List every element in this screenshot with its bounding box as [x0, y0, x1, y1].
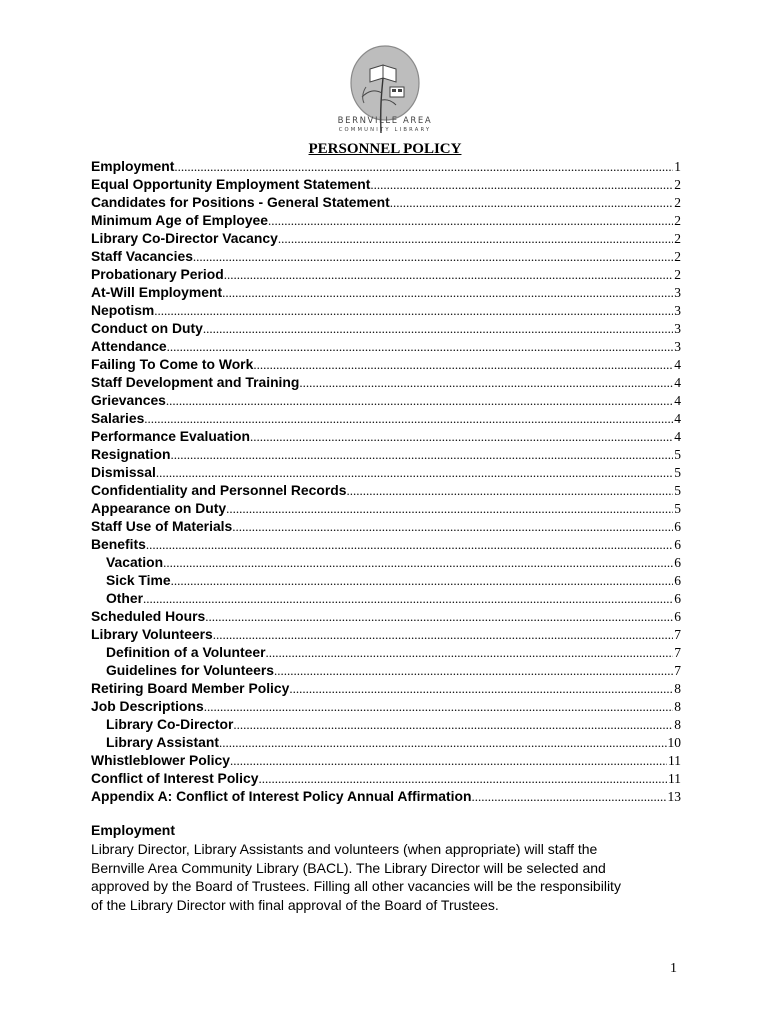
body-line: of the Library Director with final approval of the Board of Trustees. [91, 896, 499, 913]
toc-dot-leader [274, 663, 673, 679]
toc-dot-leader [230, 753, 667, 769]
toc-dot-leader [163, 555, 673, 571]
toc-entry-label: Guidelines for Volunteers [106, 662, 275, 678]
toc-entry-page: 11 [668, 753, 681, 768]
toc-entry-label: Conflict of Interest Policy [91, 770, 259, 786]
toc-dot-leader [171, 573, 674, 589]
toc-entry-page: 10 [667, 735, 681, 750]
toc-dot-leader [258, 771, 667, 787]
toc-entry[interactable] [91, 230, 681, 248]
toc-entry[interactable] [91, 428, 681, 446]
toc-entry-page: 3 [674, 321, 681, 336]
toc-entry[interactable] [91, 356, 681, 374]
toc-entry-label: Attendance [91, 338, 167, 354]
toc-entry-label: Definition of a Volunteer [106, 644, 266, 660]
toc-entry-page: 2 [674, 267, 681, 282]
toc-dot-leader [219, 735, 667, 751]
toc-entry-label: At-Will Employment [91, 284, 223, 300]
toc-entry-label: Failing To Come to Work [91, 356, 254, 372]
toc-dot-leader [166, 393, 673, 409]
toc-dot-leader [146, 537, 673, 553]
toc-entry[interactable] [91, 464, 681, 482]
toc-dot-leader [193, 249, 673, 265]
toc-entry-page: 4 [674, 411, 681, 426]
logo-title: BERNVILLE AREA [337, 116, 433, 126]
toc-entry[interactable] [91, 446, 681, 464]
toc-dot-leader [203, 321, 673, 337]
toc-entry-page: 5 [674, 465, 681, 480]
toc-dot-leader [171, 447, 674, 463]
toc-dot-leader [205, 609, 673, 625]
toc-entry-label: Nepotism [91, 302, 155, 318]
toc-entry-page: 2 [674, 249, 681, 264]
toc-entry-page: 4 [674, 393, 681, 408]
toc-entry[interactable] [91, 644, 681, 662]
toc-entry-page: 8 [674, 699, 681, 714]
toc-entry-label: Salaries [91, 410, 145, 426]
toc-dot-leader [299, 375, 673, 391]
toc-entry-page: 6 [674, 537, 681, 552]
toc-dot-leader [224, 267, 673, 283]
toc-entry-label: Equal Opportunity Employment Statement [91, 176, 371, 192]
toc-dot-leader [253, 357, 673, 373]
toc-dot-leader [232, 519, 673, 535]
toc-entry-label: Benefits [91, 536, 146, 552]
toc-entry-label: Minimum Age of Employee [91, 212, 268, 228]
toc-entry-page: 4 [674, 357, 681, 372]
toc-dot-leader [222, 285, 673, 301]
toc-entry-page: 8 [674, 681, 681, 696]
toc-entry-page: 4 [674, 375, 681, 390]
body-line: Library Director, Library Assistants and volunteers (when appropriate) will staff the [91, 841, 598, 857]
section-body [91, 840, 691, 914]
toc-entry-label: Scheduled Hours [91, 608, 206, 624]
toc-entry-label: Conduct on Duty [91, 320, 203, 336]
toc-entry[interactable] [91, 248, 681, 266]
toc-entry-page: 5 [674, 501, 681, 516]
toc-entry-page: 6 [674, 555, 681, 570]
toc-dot-leader [370, 177, 673, 193]
toc-entry[interactable] [91, 482, 681, 500]
toc-dot-leader [346, 483, 673, 499]
toc-entry-page: 6 [674, 573, 681, 588]
toc-entry-label: Grievances [91, 392, 166, 408]
toc-entry-label: Staff Use of Materials [91, 518, 233, 534]
toc-dot-leader [471, 789, 666, 805]
toc-entry[interactable] [91, 500, 681, 518]
toc-entry-page: 13 [667, 789, 681, 804]
toc-entry[interactable] [91, 626, 681, 644]
toc-entry[interactable] [91, 554, 681, 572]
toc-entry[interactable] [91, 158, 681, 176]
toc-dot-leader [233, 717, 673, 733]
toc-entry-page: 6 [674, 591, 681, 606]
logo-subtitle: COMMUNITY LIBRARY [338, 127, 432, 133]
body-line: Bernville Area Community Library (BACL). The Library Director will be selected and [91, 859, 606, 876]
toc-dot-leader [143, 591, 673, 607]
toc-entry-label: Library Volunteers [91, 626, 213, 642]
toc-entry-label: Staff Vacancies [91, 248, 193, 264]
toc-entry-page: 3 [674, 303, 681, 318]
toc-entry[interactable] [91, 284, 681, 302]
toc-entry-page: 5 [674, 447, 681, 462]
toc-entry-label: Whistleblower Policy [91, 752, 230, 768]
toc-entry-page: 8 [674, 717, 681, 732]
toc-entry[interactable] [91, 518, 681, 536]
toc-entry-page: 5 [674, 483, 681, 498]
toc-dot-leader [250, 429, 673, 445]
toc-entry-label: Library Co-Director [106, 716, 234, 732]
page-title: PERSONNEL POLICY [308, 141, 462, 157]
toc-entry-page: 2 [674, 213, 681, 228]
toc-entry[interactable] [91, 212, 681, 230]
table-of-contents [91, 158, 681, 806]
toc-dot-leader [204, 699, 674, 715]
toc-entry-label: Resignation [91, 446, 171, 462]
toc-dot-leader [213, 627, 674, 643]
toc-entry[interactable] [91, 680, 681, 698]
toc-dot-leader [174, 159, 673, 175]
toc-dot-leader [390, 195, 674, 211]
toc-entry-page: 2 [674, 231, 681, 246]
toc-entry-page: 6 [674, 609, 681, 624]
toc-entry-label: Appearance on Duty [91, 500, 227, 516]
toc-entry-label: Sick Time [106, 572, 171, 588]
toc-dot-leader [265, 645, 673, 661]
toc-entry[interactable] [91, 590, 681, 608]
toc-entry[interactable] [91, 176, 681, 194]
toc-entry[interactable] [91, 410, 681, 428]
toc-dot-leader [268, 213, 673, 229]
toc-entry[interactable] [91, 698, 681, 716]
toc-dot-leader [167, 339, 674, 355]
toc-entry-label: Staff Development and Training [91, 374, 300, 390]
toc-entry-label: Retiring Board Member Policy [91, 680, 290, 696]
toc-entry[interactable] [91, 734, 681, 752]
toc-entry-page: 3 [674, 339, 681, 354]
toc-entry-page: 2 [674, 177, 681, 192]
toc-entry-label: Dismissal [91, 464, 156, 480]
toc-entry[interactable] [91, 338, 681, 356]
toc-entry-label: Vacation [106, 554, 164, 570]
toc-entry-label: Other [106, 590, 144, 606]
page-number: 1 [670, 961, 677, 976]
toc-entry[interactable] [91, 392, 681, 410]
toc-entry[interactable] [91, 716, 681, 734]
toc-entry-label: Confidentiality and Personnel Records [91, 482, 347, 498]
toc-entry[interactable] [91, 788, 681, 806]
toc-entry-label: Probationary Period [91, 266, 224, 282]
toc-entry[interactable] [91, 302, 681, 320]
toc-entry-page: 2 [674, 195, 681, 210]
toc-entry-label: Employment [91, 158, 175, 174]
toc-entry-page: 3 [674, 285, 681, 300]
toc-entry-label: Candidates for Positions - General Statement [91, 194, 390, 210]
toc-entry[interactable] [91, 320, 681, 338]
toc-dot-leader [289, 681, 673, 697]
toc-entry-page: 11 [668, 771, 681, 786]
toc-entry[interactable] [91, 536, 681, 554]
toc-entry[interactable] [91, 194, 681, 212]
toc-entry[interactable] [91, 662, 681, 680]
toc-dot-leader [278, 231, 673, 247]
toc-entry-page: 7 [674, 627, 681, 642]
toc-entry-page: 4 [674, 429, 681, 444]
toc-entry[interactable] [91, 266, 681, 284]
toc-entry-label: Library Co-Director Vacancy [91, 230, 278, 246]
toc-dot-leader [156, 465, 673, 481]
toc-entry-page: 1 [674, 159, 681, 174]
toc-entry[interactable] [91, 752, 681, 770]
toc-dot-leader [154, 303, 673, 319]
body-line: approved by the Board of Trustees. Filling all other vacancies will be the responsibility [91, 878, 621, 894]
toc-entry-page: 7 [674, 645, 681, 660]
toc-dot-leader [144, 411, 673, 427]
toc-entry-label: Performance Evaluation [91, 428, 251, 444]
toc-entry[interactable] [91, 572, 681, 590]
toc-dot-leader [226, 501, 673, 517]
toc-entry-label: Appendix A: Conflict of Interest Policy Annual Affirmation [91, 788, 472, 804]
toc-entry-label: Job Descriptions [91, 698, 204, 714]
toc-entry-page: 6 [674, 519, 681, 534]
toc-entry[interactable] [91, 770, 681, 788]
toc-entry[interactable] [91, 608, 681, 626]
toc-entry[interactable] [91, 374, 681, 392]
toc-entry-label: Library Assistant [106, 734, 219, 750]
section-heading: Employment [91, 822, 176, 838]
toc-entry-page: 7 [674, 663, 681, 678]
